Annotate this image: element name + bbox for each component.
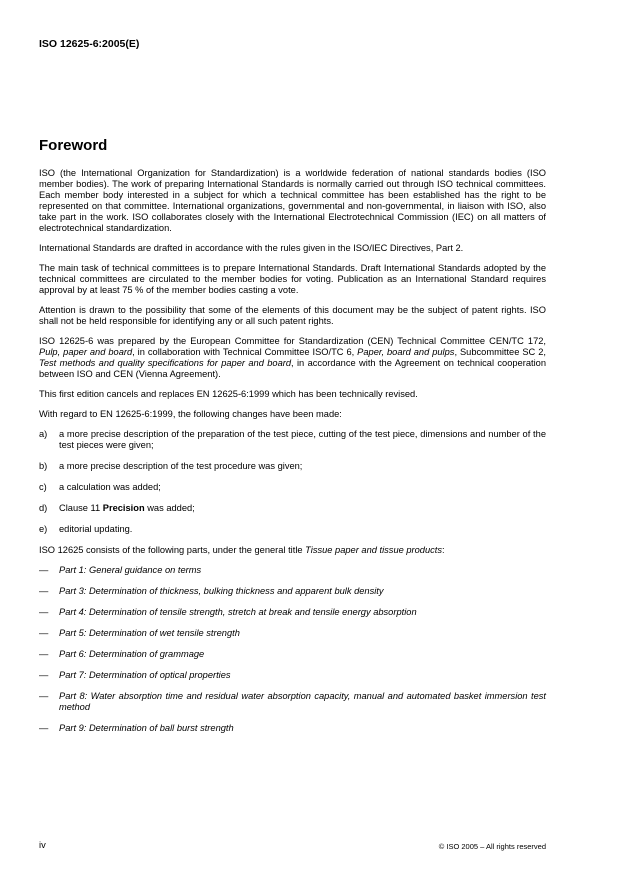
paragraph-prepared-by: ISO 12625-6 was prepared by the European Committee for Standardization (CEN) Technical Committee CEN/TC 172, Pulp, paper and board, in collaboration with Technical Committee ISO/TC 6, Paper, board and pulps, Subcommittee SC 2, Test methods and quality specifications for paper and board, in accordance with the Agreement on technical cooperation between ISO and CEN (Vienna Agreement). (39, 336, 546, 379)
paragraph-directives: International Standards are drafted in accordance with the rules given in the ISO/IEC Directives, Part 2. (39, 243, 464, 253)
list-item: — Part 8: Water absorption time and residual water absorption capacity, manual and automated basket immersion test method (39, 691, 546, 712)
list-item: c) a calculation was added; (39, 482, 161, 492)
foreword-body (39, 168, 546, 744)
paragraph-committees: The main task of technical committees is to prepare International Standards. Draft International Standards adopted by the technical committees are circulated to the member bodies for voting. Publication as an International Standard requires approval by at least 75 % of the member bodies casting a vote. (39, 263, 546, 295)
paragraph-patents: Attention is drawn to the possibility that some of the elements of this document may be the subject of patent rights. ISO shall not be held responsible for identifying any or all such patent rights. (39, 305, 546, 326)
list-item: — Part 7: Determination of optical properties (39, 670, 231, 680)
paragraph-changes-intro: With regard to EN 12625-6:1999, the following changes have been made: (39, 409, 342, 419)
list-item: — Part 3: Determination of thickness, bulking thickness and apparent bulk density (39, 586, 384, 596)
list-item: e) editorial updating. (39, 524, 133, 534)
paragraph-iso-overview: ISO (the International Organization for Standardization) is a worldwide federation of national standards bodies (ISO member bodies). The work of preparing International Standards is normally carried out through ISO technical committees. Each member body interested in a subject for which a technical committee has been established has the right to be represented on that committee. International organizations, governmental and non-governmental, in liaison with ISO, also take part in the work. ISO collaborates closely with the International Electrotechnical Commission (IEC) on all matters of electrotechnical standardization. (39, 168, 546, 233)
copyright-notice: © ISO 2005 – All rights reserved (438, 842, 546, 851)
parts-list (39, 565, 546, 734)
list-item: b) a more precise description of the test procedure was given; (39, 461, 303, 471)
paragraph-edition: This first edition cancels and replaces EN 12625-6:1999 which has been technically revised. (39, 389, 418, 399)
document-id: ISO 12625-6:2005(E) (39, 38, 140, 50)
list-item: d) Clause 11 Precision was added; (39, 503, 195, 513)
paragraph-parts-intro: ISO 12625 consists of the following parts, under the general title Tissue paper and tissue products: (39, 545, 445, 555)
page-number: iv (39, 840, 46, 850)
changes-list (39, 429, 546, 535)
list-item: — Part 1: General guidance on terms (39, 565, 202, 575)
page-title: Foreword (39, 137, 108, 154)
list-item: — Part 6: Determination of grammage (39, 649, 205, 659)
list-item: — Part 4: Determination of tensile strength, stretch at break and tensile energy absorption (39, 607, 417, 617)
list-item: — Part 5: Determination of wet tensile strength (39, 628, 240, 638)
list-item: — Part 9: Determination of ball burst strength (39, 723, 234, 733)
list-item: a) a more precise description of the preparation of the test piece, cutting of the test piece, dimensions and number of the test pieces were given; (39, 429, 546, 450)
